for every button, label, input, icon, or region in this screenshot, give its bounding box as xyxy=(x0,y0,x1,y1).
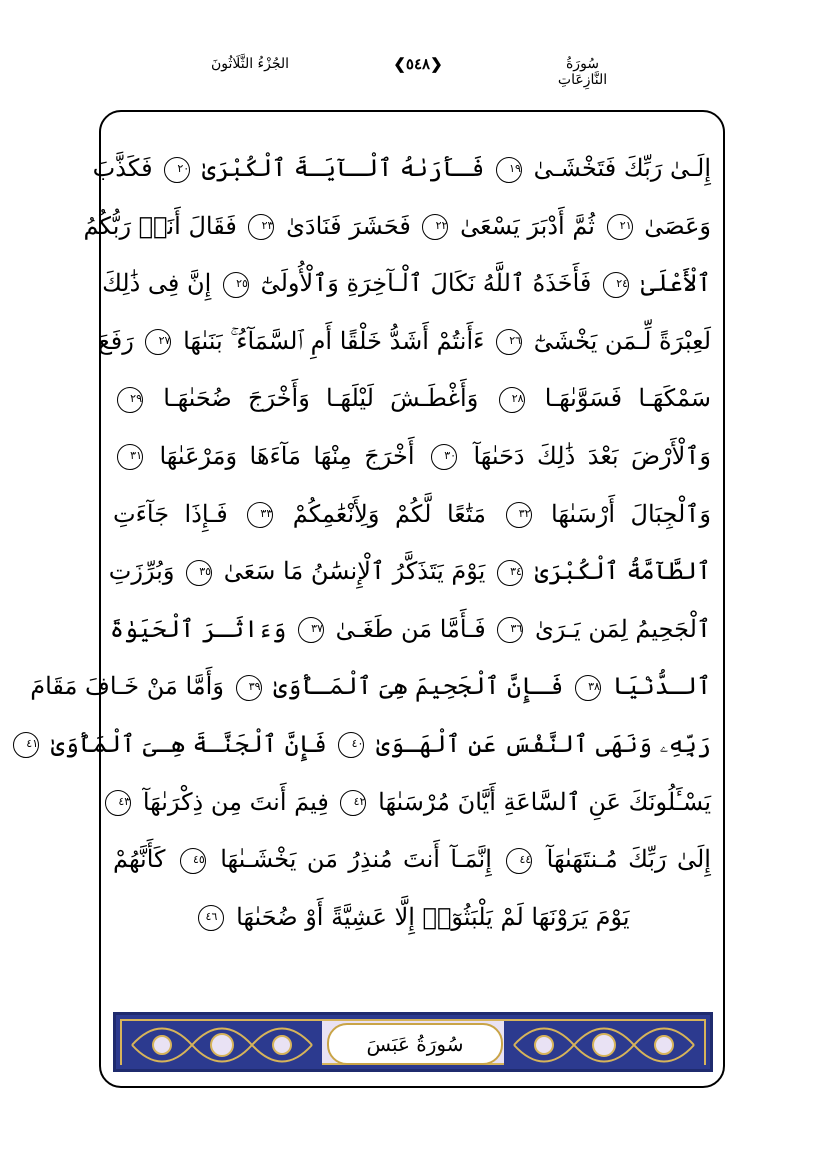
ayah-number-marker: ٣٥ xyxy=(186,560,212,586)
text-line xyxy=(113,831,711,889)
page-ornament-left: ❮ xyxy=(393,55,406,73)
verse-text: لَعِبْرَةً لِّـمَن يَخْشَىٰٓ xyxy=(533,326,711,355)
verse-text: ٱلطَّآمَّةُ ٱلْكُبْرَىٰ xyxy=(534,557,711,586)
verse-text: يَوْمَ يَرَوْنَهَا لَمْ يَلْبَثُوٓا۟ إِلَّا عَشِيَّةً أَوْ ضُحَىٰهَا xyxy=(236,902,630,931)
text-line xyxy=(113,428,711,486)
verse-text: كَأَنَّهُمْ xyxy=(113,845,166,874)
ayah-number-marker: ٣٣ xyxy=(247,502,273,528)
ayah-number-marker: ٢٩ xyxy=(117,387,143,413)
verse-text: ءَأَنتُمْ أَشَدُّ خَلْقًا أَمِ ٱلسَّمَآءُ ۚ بَنَىٰهَا xyxy=(183,326,485,355)
verse-text: وَءَاثَـرَ ٱلْحَيَوٰةَ xyxy=(109,614,287,643)
verse-text: فَقَالَ أَنَا۠ رَبُّكُمُ xyxy=(83,211,237,240)
verse-text: رَبِّهِۦ وَنَهَى ٱلنَّفْسَ عَنِ ٱلْهَـوَىٰ xyxy=(376,729,711,758)
verse-text: إِنَّمَـآ أَنتَ مُنذِرُ مَن يَخْشَـىٰهَا xyxy=(220,845,492,874)
text-line xyxy=(109,601,711,659)
text-line xyxy=(30,658,711,716)
text-line xyxy=(92,140,711,198)
surah-name: سُورَةُ النَّازِعَاتِ xyxy=(557,56,608,88)
verse-text: فَـإِذَا جَآءَتِ xyxy=(113,499,228,528)
ayah-number-marker: ٢٧ xyxy=(145,329,171,355)
verse-text: فَأَخَذَهُ ٱللَّهُ نَكَالَ ٱلْـآخِرَةِ وَٱلْأُولَىٰٓ xyxy=(260,269,592,298)
text-line xyxy=(113,889,711,947)
banner-ornament-left xyxy=(122,1021,322,1069)
text-line xyxy=(102,255,711,313)
text-line xyxy=(113,370,711,428)
ayah-number-marker: ٣٩ xyxy=(236,675,262,701)
verse-text: وَٱلْجِبَالَ أَرْسَىٰهَا xyxy=(551,499,711,528)
quran-text-block xyxy=(26,140,712,1005)
verse-text: يَوْمَ يَتَذَكَّرُ ٱلْإِنسَٰنُ مَا سَعَىٰ xyxy=(223,557,486,586)
ayah-number-marker: ٣٦ xyxy=(497,617,523,643)
verse-text: إِلَـىٰ رَبِّكَ فَتَخْشَـىٰ xyxy=(533,154,711,182)
ayah-number-marker: ٢٠ xyxy=(164,157,190,183)
verse-text: ٱلـدُّنْيَا xyxy=(612,672,711,701)
ayah-number-marker: ٢٤ xyxy=(603,272,629,298)
ayah-number-marker: ٣٠ xyxy=(431,444,457,470)
next-surah-banner xyxy=(113,1012,713,1072)
verse-text: وَأَغْطَـشَ لَيْلَهَـا وَأَخْرَجَ ضُحَىٰهَـا xyxy=(163,384,479,413)
verse-text: أَخْرَجَ مِنْهَا مَآءَهَا وَمَرْعَىٰهَا xyxy=(159,441,415,470)
ayah-number-marker: ٢٢ xyxy=(422,214,448,240)
ayah-number-marker: ٢٦ xyxy=(496,329,522,355)
juz-name: الجُزْءُ الثَّلَاثُونَ xyxy=(210,56,290,72)
ayah-number-marker: ٢٥ xyxy=(223,272,249,298)
page-number xyxy=(383,55,453,73)
verse-text: مَتَٰعًا لَّكُمْ وَلِأَنْعَٰمِكُمْ xyxy=(292,499,486,528)
ayah-number-marker: ٤٠ xyxy=(338,732,364,758)
ayah-number-marker: ٤٢ xyxy=(340,790,366,816)
verse-text: إِلَىٰ رَبِّكَ مُـنتَهَىٰهَآ xyxy=(546,845,711,874)
ayah-number-marker: ٣٤ xyxy=(497,560,523,586)
banner-inner xyxy=(120,1019,706,1065)
text-line xyxy=(108,543,711,601)
verse-text: إِنَّ فِى ذَٰلِكَ xyxy=(102,269,212,298)
text-line xyxy=(113,486,711,544)
ayah-number-marker: ٢٨ xyxy=(499,387,525,413)
page-ornament-right: ❯ xyxy=(430,55,443,73)
verse-text: يَسْـَٔلُونَكَ عَنِ ٱلسَّاعَةِ أَيَّانَ مُرْسَىٰهَا xyxy=(378,787,711,816)
page-number-value: ٥٤٨ xyxy=(405,55,431,73)
text-line xyxy=(26,716,711,774)
surah-title-cartouche: سُورَةُ عَبَسَ xyxy=(327,1023,503,1065)
verse-text: فَـأَرَىٰهُ ٱلْـآيَـةَ ٱلْكُبْرَىٰ xyxy=(201,154,485,182)
ayah-number-marker: ٤٦ xyxy=(198,905,224,931)
ayah-number-marker: ٢١ xyxy=(607,214,633,240)
verse-text: وَٱلْأَرْضَ بَعْدَ ذَٰلِكَ دَحَىٰهَآ xyxy=(473,441,711,470)
verse-text: فَـأَمَّا مَن طَغَـىٰ xyxy=(335,614,486,643)
ayah-number-marker: ٣١ xyxy=(117,444,143,470)
ayah-number-marker: ٢٣ xyxy=(248,214,274,240)
ayah-number-marker: ٣٨ xyxy=(575,675,601,701)
verse-text: فِيمَ أَنتَ مِن ذِكْرَىٰهَآ xyxy=(142,787,329,816)
verse-text: فَـإِنَّ ٱلْجَحِيمَ هِىَ ٱلْمَـأْوَىٰ xyxy=(273,672,564,701)
page-header xyxy=(0,52,826,92)
ayah-number-marker: ٤١ xyxy=(13,732,39,758)
verse-text: ٱلْجَحِيمُ لِمَن يَـرَىٰ xyxy=(534,614,711,643)
verse-text: رَفَعَ xyxy=(97,326,134,355)
verse-text: فَكَذَّبَ xyxy=(92,154,153,182)
ayah-number-marker: ١٩ xyxy=(496,157,522,183)
ayah-number-marker: ٣٧ xyxy=(298,617,324,643)
ayah-number-marker: ٤٥ xyxy=(180,848,206,874)
ayah-number-marker: ٤٣ xyxy=(105,790,131,816)
banner-ornament-right xyxy=(504,1021,704,1069)
text-line xyxy=(97,313,711,371)
verse-text: وَبُرِّزَتِ xyxy=(108,557,175,586)
verse-text: وَأَمَّا مَنْ خَـافَ مَقَامَ xyxy=(30,672,224,701)
verse-text: فَإِنَّ ٱلْجَنَّـةَ هِـىَ ٱلْمَأْوَىٰ xyxy=(50,729,327,758)
verse-text: ٱلْأَعْلَىٰ xyxy=(640,269,711,298)
verse-text: وَعَصَىٰ xyxy=(644,211,711,240)
verse-text: ثُمَّ أَدْبَرَ يَسْعَىٰ xyxy=(460,211,595,240)
text-line xyxy=(83,198,711,256)
ayah-number-marker: ٤٤ xyxy=(506,848,532,874)
verse-text: سَمْكَهَـا فَسَوَّىٰهَـا xyxy=(544,384,712,413)
verse-text: فَحَشَرَ فَنَادَىٰ xyxy=(286,211,411,240)
text-line xyxy=(113,774,711,832)
ayah-number-marker: ٣٢ xyxy=(506,502,532,528)
